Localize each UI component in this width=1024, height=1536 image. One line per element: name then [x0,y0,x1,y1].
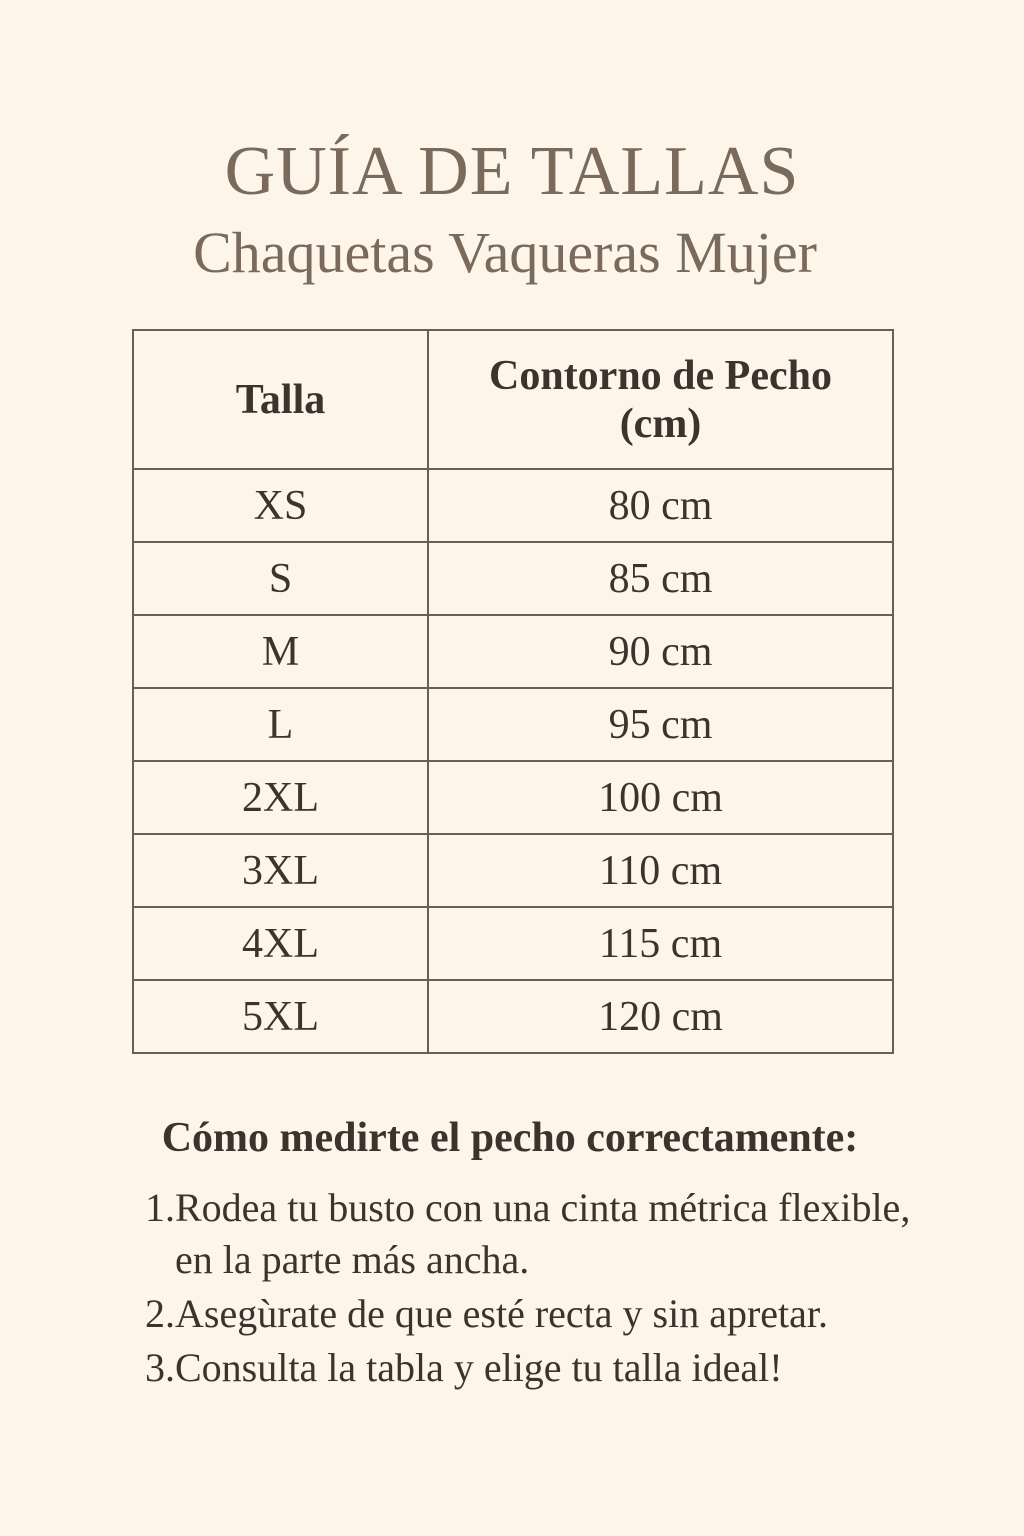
size-cell: 5XL [133,980,428,1053]
step-number: 2. [145,1291,175,1336]
table-row [133,761,893,834]
size-cell: S [133,542,428,615]
chest-cell: 85 cm [428,542,893,615]
chest-cell: 120 cm [428,980,893,1053]
table-row [133,688,893,761]
table-row [133,907,893,980]
table-row [133,542,893,615]
chest-cell: 80 cm [428,469,893,542]
column-header-size: Talla [133,330,428,469]
size-cell: L [133,688,428,761]
step-text: Rodea tu busto con una cinta métrica flexible, en la parte más ancha. [175,1185,911,1282]
step-text: Consulta la tabla y elige tu talla ideal! [175,1345,783,1390]
instructions-heading: Cómo medirte el pecho correctamente: [161,1115,859,1161]
size-cell: 4XL [133,907,428,980]
list-item [120,1342,940,1394]
table-row [133,615,893,688]
page-subtitle: Chaquetas Vaqueras Mujer [193,220,817,285]
chest-cell: 90 cm [428,615,893,688]
chest-cell: 115 cm [428,907,893,980]
size-cell: 2XL [133,761,428,834]
table-header-row [133,330,893,469]
list-item [120,1288,940,1340]
chest-cell: 110 cm [428,834,893,907]
size-table [132,329,894,1054]
size-cell: 3XL [133,834,428,907]
chest-cell: 95 cm [428,688,893,761]
table-row [133,834,893,907]
size-cell: M [133,615,428,688]
size-cell: XS [133,469,428,542]
table-row [133,980,893,1053]
table-row [133,469,893,542]
list-item [120,1182,940,1286]
step-number: 3. [145,1345,175,1390]
instructions-list [120,1182,940,1396]
step-number: 1. [145,1185,175,1230]
step-text: Asegùrate de que esté recta y sin apretar. [175,1291,829,1336]
chest-cell: 100 cm [428,761,893,834]
page-title: GUÍA DE TALLAS [224,133,800,210]
column-header-chest: Contorno de Pecho (cm) [428,330,893,469]
